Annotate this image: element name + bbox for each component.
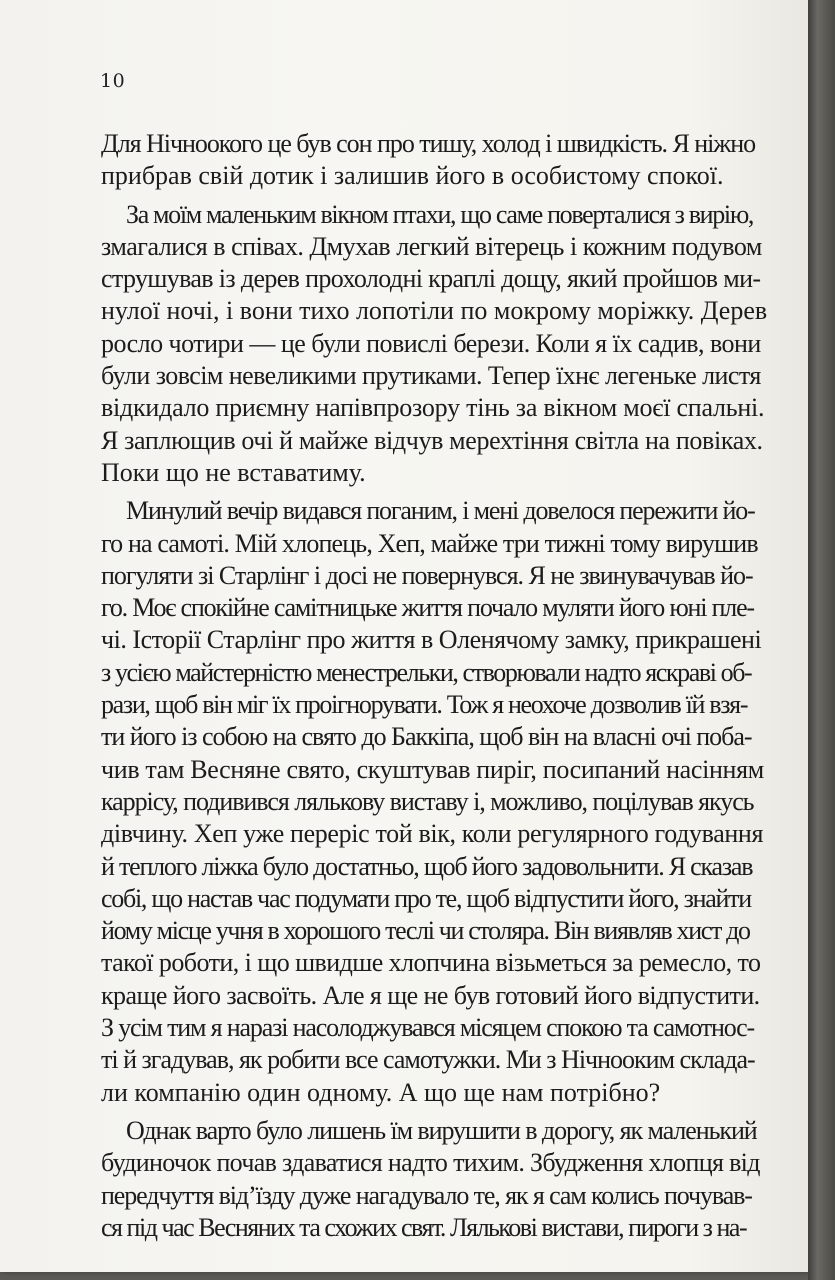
text-line: каррісу, подивився лялькову виставу і, можливо, поцілував якусь — [101, 786, 754, 816]
body-text — [101, 128, 767, 1244]
book-spine-edge — [808, 0, 835, 1280]
text-line: чив там Весняне свято, скуштував пиріг, посипаний насінням — [101, 754, 764, 784]
text-line: чі. Історії Старлінг про життя в Оленячому замку, прикрашені — [101, 625, 762, 655]
text-line: ті й згадував, як робити все самотужки. Ми з Нічнооким склада- — [101, 1045, 755, 1075]
text-line: рази, щоб він міг їх проігнорувати. Тож я неохоче дозволив їй взя- — [101, 690, 748, 720]
text-line: відкидало приємну напівпрозору тінь за вікном моєї спальні. — [101, 393, 765, 423]
text-line: з усією майстерністю менестрельки, створювали надто яскраві об- — [101, 657, 752, 687]
text-line: змагалися в співах. Дмухав легкий вітерець і кожним подувом — [101, 231, 762, 261]
text-line: ся під час Весняних та схожих свят. Лялькові вистави, пироги з на- — [101, 1212, 747, 1242]
text-line: Я заплющив очі й майже відчув мерехтіння світла на повіках. — [101, 425, 763, 455]
text-line: го. Моє спокійне самітницьке життя почало муляти його юні пле- — [101, 593, 754, 623]
text-line: йому місце учня в хорошого теслі чи столяра. Він виявляв хист до — [101, 916, 750, 946]
text-line: будиночок почав здаватися надто тихим. Збудження хлопця від — [101, 1148, 760, 1178]
text-line: Поки що не вставатиму. — [101, 457, 366, 487]
text-line: погуляти зі Старлінг і досі не повернувся. Я не звинувачував йо- — [101, 560, 753, 590]
text-line: Для Нічноокого це був сон про тишу, холод і швидкість. Я ніжно — [101, 129, 756, 158]
text-line: З усім тим я наразі насолоджувався місяцем спокою та самотнос- — [101, 1013, 755, 1043]
text-line: прибрав свій дотик і залишив його в особистому спокої. — [101, 161, 724, 191]
text-line: росло чотири — це були повислі берези. Коли я їх садив, вони — [101, 328, 761, 358]
text-line: передчуття від’їзду дуже нагадувало те, як я сам колись почував- — [101, 1180, 752, 1210]
text-line: го на самоті. Мій хлопець, Хеп, майже три тижні тому вирушив — [101, 528, 758, 558]
text-line: нулої ночі, і вони тихо лопотіли по мокрому моріжку. Дерев — [101, 296, 768, 326]
text-line: ли компанію один одному. А що ще нам потрібно? — [101, 1077, 661, 1107]
page-number: 10 — [100, 70, 126, 92]
text-line: й теплого ліжка було достатньо, щоб його задовольнити. Я сказав — [101, 851, 753, 881]
text-line: такої роботи, і що швидше хлопчина візьметься за ремесло, то — [101, 948, 761, 978]
paragraph-start-line: Минулий вечір видався поганим, і мені довелося пережити йо- — [126, 496, 755, 526]
text-line: дівчину. Хеп уже переріс той вік, коли регулярного годування — [101, 819, 764, 849]
text-line: собі, що настав час подумати про те, щоб відпустити його, знайти — [101, 883, 751, 913]
text-line: краще його засвоїть. Але я ще не був готовий його відпустити. — [101, 980, 760, 1010]
paragraph-start-line: Однак варто було лишень їм вирушити в дорогу, як маленький — [126, 1115, 757, 1145]
text-line: ти його із собою на свято до Баккіпа, щоб він на власні очі поба- — [101, 722, 752, 752]
text-line: струшував із дерев прохолодні краплі дощу, який пройшов ми- — [101, 264, 761, 294]
text-line: були зовсім невеликими прутиками. Тепер їхнє легеньке листя — [101, 361, 761, 391]
paragraph-start-line: За моїм маленьким вікном птахи, що саме поверталися з вирію, — [126, 199, 754, 229]
